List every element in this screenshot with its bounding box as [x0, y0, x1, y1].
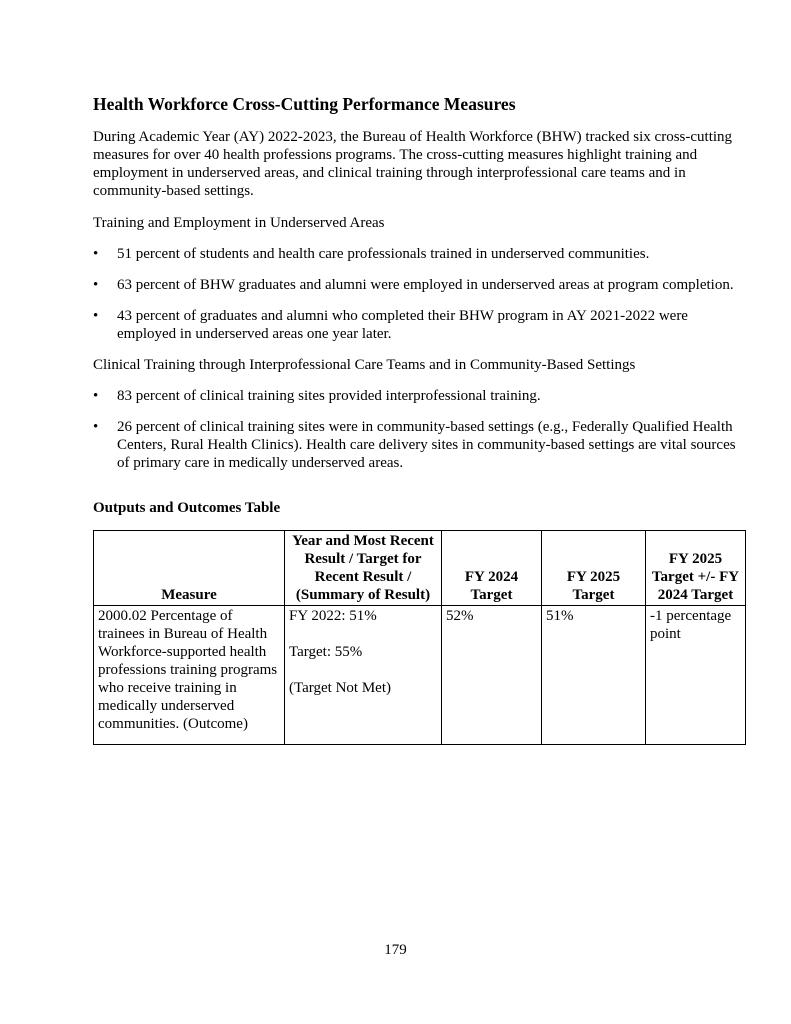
table-header-row: [94, 531, 746, 606]
bullet-icon: •: [93, 277, 99, 293]
header-fy2024-target: FY 2024 Target: [442, 531, 542, 606]
intro-paragraph: During Academic Year (AY) 2022-2023, the Bureau of Health Workforce (BHW) tracked six cross-cutting measures for over 40 health professions programs. The cross-cutting measures highlight training and employment in underserved areas, and clinical training through interprofessional care teams and in community-based settings.: [93, 129, 733, 199]
page-title: Health Workforce Cross-Cutting Performance Measures: [93, 94, 516, 114]
bullet-list-clinical: [93, 387, 748, 472]
header-measure: Measure: [94, 531, 285, 606]
bullet-icon: •: [93, 246, 99, 262]
bullet-icon: •: [93, 388, 99, 404]
list-item: • 63 percent of BHW graduates and alumni were employed in underserved areas at program completion.: [93, 277, 734, 293]
cell-recent-result: [285, 606, 442, 745]
bullet-list-training: [93, 245, 748, 343]
page-number: 179: [384, 942, 407, 958]
table-title: Outputs and Outcomes Table: [93, 500, 281, 516]
result-year: FY 2022: 51%: [289, 608, 377, 624]
cell-fy2024-target: 52%: [442, 606, 542, 745]
cell-target-difference: -1 percentage point: [646, 606, 746, 745]
header-target-difference: FY 2025 Target +/- FY 2024 Target: [646, 531, 746, 606]
cell-fy2025-target: 51%: [542, 606, 646, 745]
bullet-icon: •: [93, 308, 99, 324]
list-item: • 43 percent of graduates and alumni who completed their BHW program in AY 2021-2022 were employed in underserved areas one year later.: [93, 308, 688, 342]
outcomes-table: [93, 530, 746, 745]
header-recent-result: Year and Most Recent Result / Target for Recent Result / (Summary of Result): [285, 531, 442, 606]
cell-measure: 2000.02 Percentage of trainees in Bureau of Health Workforce-supported health professions training programs who receive training in medically underserved communities. (Outcome): [94, 606, 285, 745]
bullet-icon: •: [93, 419, 99, 435]
section-heading-training: Training and Employment in Underserved Areas: [93, 215, 385, 231]
list-item: • 26 percent of clinical training sites were in community-based settings (e.g., Federally Qualified Health Centers, Rural Health Clinics). Health care delivery sites in community-based settings are vital sources of primary care in medically underserved areas.: [93, 419, 736, 471]
result-target: Target: 55%: [289, 644, 363, 660]
table-row: [94, 606, 746, 745]
list-item: • 83 percent of clinical training sites provided interprofessional training.: [93, 388, 541, 404]
section-heading-clinical: Clinical Training through Interprofessional Care Teams and in Community-Based Settings: [93, 357, 636, 373]
list-item: • 51 percent of students and health care professionals trained in underserved communities.: [93, 246, 650, 262]
result-summary: (Target Not Met): [289, 680, 391, 696]
document-page: [93, 94, 748, 745]
header-fy2025-target: FY 2025 Target: [542, 531, 646, 606]
